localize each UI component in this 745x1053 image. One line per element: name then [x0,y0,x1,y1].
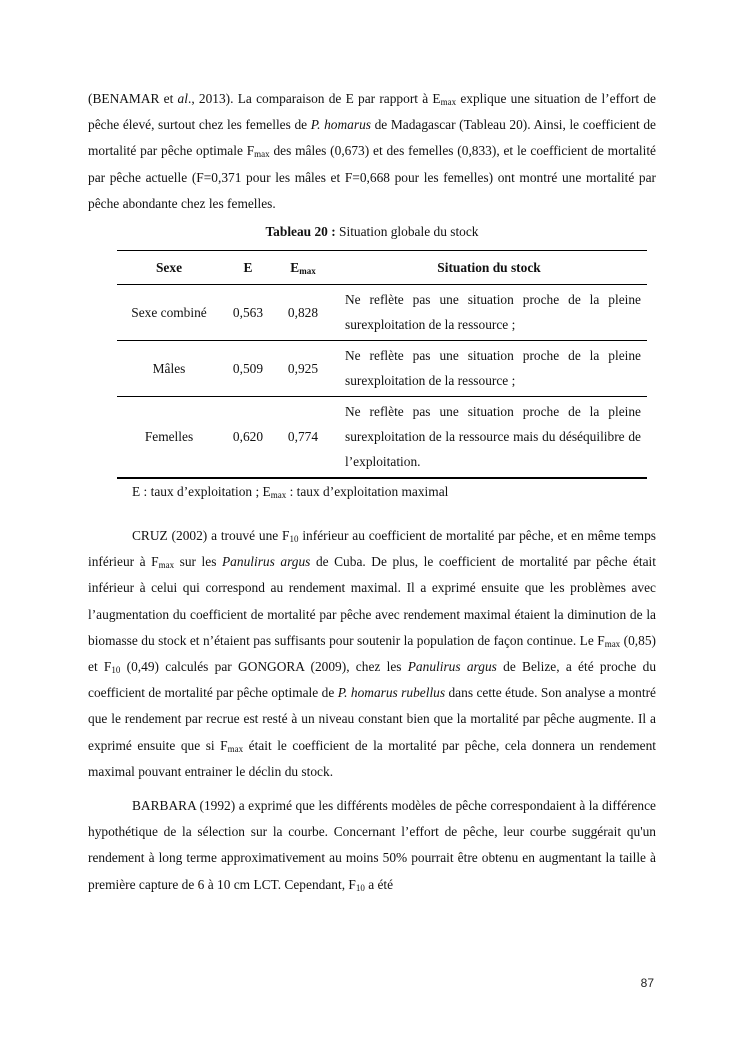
stock-situation-table [117,250,647,479]
cell-sexe: Sexe combiné [117,285,221,341]
cell-e: 0,620 [221,397,275,479]
p2-text-a: CRUZ (2002) a trouvé une F [132,528,290,544]
table-row [117,341,647,397]
p1-italic-c: P. homarus [310,117,371,133]
p1-text-c: explique une situation de l’effort de pêche élevé, surtout chez les femelles de [88,91,656,133]
note-sub: max [270,490,287,501]
header-emax [275,251,331,285]
cell-situation: Ne reflète pas une situation proche de la pleine surexploitation de la ressource ; [331,341,647,397]
table-row [117,285,647,341]
p2-italic-g: P. homarus rubellus [337,685,446,701]
p2-text-e: (0,85) et F [88,632,656,675]
page-body [88,86,656,898]
p2-text-c: sur les [174,554,222,570]
p2-text-i: était le coefficient de la mortalité par pêche, cela donnera un rendement maximal pouvant entrainer le déclin du stock. [88,737,656,779]
cell-e: 0,563 [221,285,275,341]
table-caption-text: Situation globale du stock [335,224,479,240]
p3-text-b: a été [364,876,394,892]
note-text-b: : taux d’exploitation maximal [286,484,449,500]
page-number: 87 [640,976,654,990]
table-header-row [117,251,647,285]
cell-emax: 0,925 [275,341,331,397]
p1-text-b: ., 2013). La comparaison de E par rapport à E [187,91,441,106]
p2-text-f: (0,49) calculés par GONGORA (2009), chez les [120,659,408,675]
p2-sub-5: max [227,743,244,754]
p1-text-e: des mâles (0,673) et des femelles (0,833), et le coefficient de mortalité par pêche actuelle (F=0,371 pour les mâles et F=0,668 pour les femelles) ont montré une mortalité par pêche abondante chez les femelles. [88,143,656,211]
header-situation: Situation du stock [331,251,647,285]
p2-text-g: de Belize, a été proche du coefficient de mortalité par pêche optimale de [88,659,657,701]
paragraph-2 [88,523,656,785]
cell-sexe: Mâles [117,341,221,397]
p3-sub-1: 10 [355,882,365,893]
p1-italic-a: al [177,91,188,106]
p2-sub-4: 10 [111,665,121,676]
cell-situation: Ne reflète pas une situation proche de la pleine surexploitation de la ressource ; [331,285,647,341]
p1-text-a: (BENAMAR et [88,91,178,106]
p2-sub-3: max [604,638,621,649]
p3-text-a: BARBARA (1992) a exprimé que les différents modèles de pêche correspondaient à la différence hypothétique de la sélection sur la courbe. Concernant l’effort de pêche, leur courbe suggérait qu'un rendement à long terme approximativement au moins 50% pourrait être obtenu en augmentant la taille à première capture de 6 à 10 cm LCT. Cependant, F [88,798,656,892]
p2-text-d: de Cuba. De plus, le coefficient de mortalité par pêche était inférieur à celui qui correspond au rendement maximal. Il a exprimé ensuite que les problèmes avec l’augmentation du coefficient de mortalité par pêche avec rendement maximal étaient la diminution de la biomasse du stock et n’étaient pas suffisants pour soutenir la population de façon continue. Le F [88,554,656,648]
cell-emax: 0,774 [275,397,331,479]
p2-italic-c: Panulirus argus [222,554,311,570]
table-caption-label: Tableau 20 : [265,224,336,240]
p2-sub-1: 10 [289,534,299,545]
p2-text-b: inférieur au coefficient de mortalité par pêche, et en même temps inférieur à F [88,528,656,570]
cell-situation: Ne reflète pas une situation proche de la pleine surexploitation de la ressource mais du déséquilibre de l’exploitation. [331,397,647,479]
header-e: E [221,251,275,285]
p2-italic-f: Panulirus argus [407,659,497,675]
p1-sub-1: max [440,97,457,107]
table-row [117,397,647,479]
paragraph-gap [88,785,656,793]
cell-e: 0,509 [221,341,275,397]
paragraph-1 [88,86,656,217]
cell-emax: 0,828 [275,285,331,341]
p2-text-h: dans cette étude. Son analyse a montré que le rendement par recrue est resté à un niveau constant bien que la mortalité par pêche augmente. Il a exprimé ensuite que si F [88,685,656,753]
header-emax-sub: max [299,265,316,276]
cell-sexe: Femelles [117,397,221,479]
header-emax-base: E [290,259,300,275]
p1-text-d: de Madagascar (Tableau 20). Ainsi, le coefficient de mortalité par pêche optimale F [88,117,656,159]
note-text-a: E : taux d’exploitation ; E [132,484,271,500]
header-sexe: Sexe [117,251,221,285]
p2-sub-2: max [158,560,175,571]
table-caption [88,223,656,241]
p1-sub-2: max [254,149,270,160]
table-note [132,483,700,501]
paragraph-3 [88,793,656,898]
